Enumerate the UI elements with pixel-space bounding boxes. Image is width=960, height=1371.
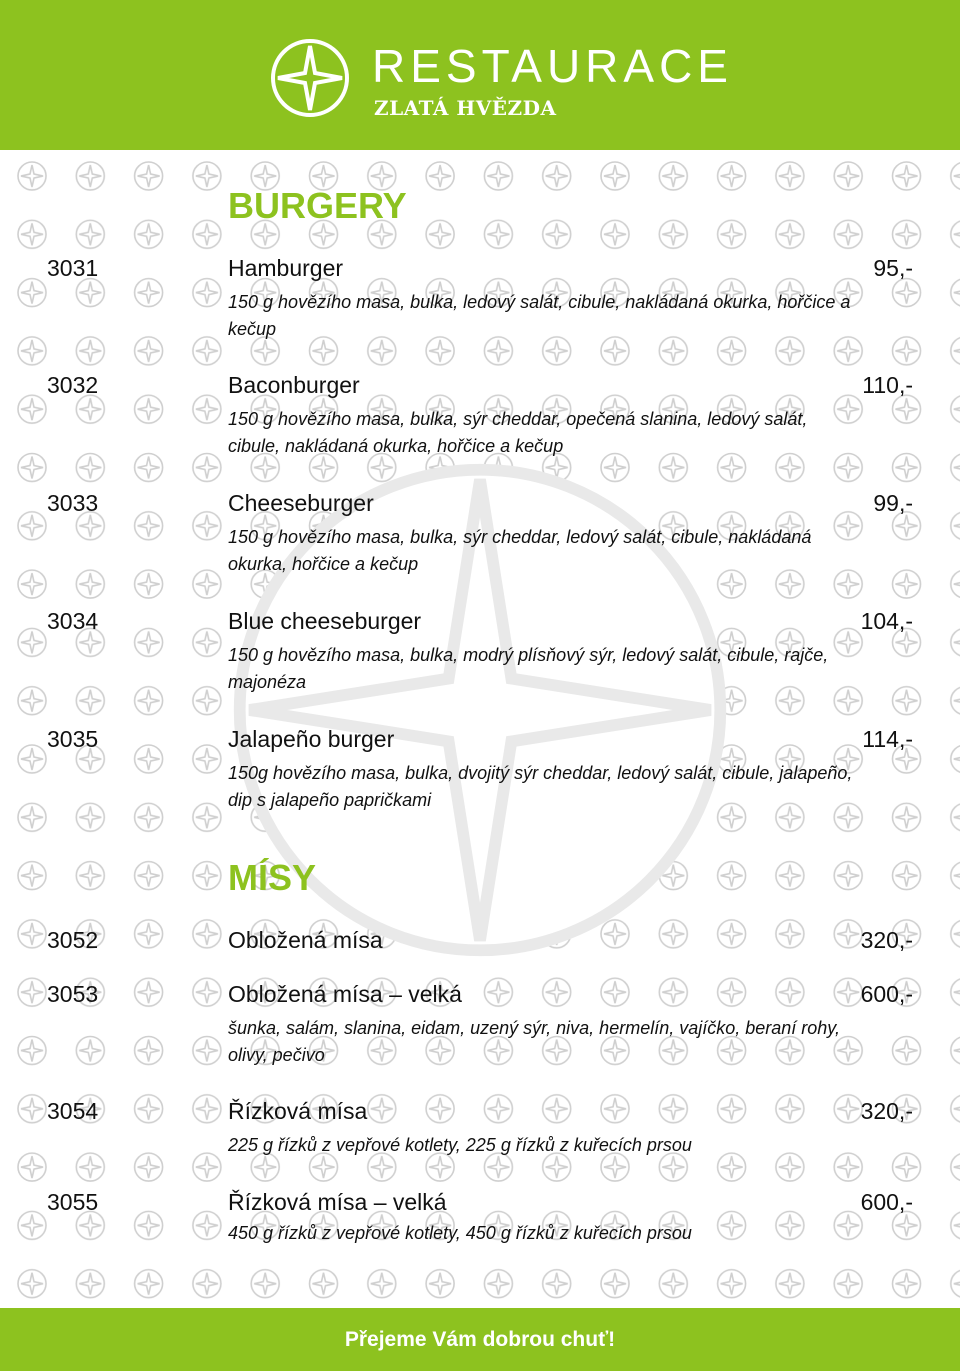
section-title-misy: MÍSY <box>228 857 317 898</box>
item-code: 3031 <box>47 255 99 281</box>
item-name: Obložená mísa – velká <box>228 981 462 1007</box>
item-price: 99,- <box>873 490 913 516</box>
item-description-line: cibule, nakládaná okurka, hořčice a kečup <box>228 436 564 456</box>
item-name: Řízková mísa <box>228 1098 368 1124</box>
footer-text: Přejeme Vám dobrou chuť! <box>344 1328 616 1351</box>
footer-bar <box>0 1308 960 1371</box>
brand-name: RESTAURACE <box>372 40 733 92</box>
item-description-line: dip s jalapeño papričkami <box>228 790 432 810</box>
item-price: 600,- <box>860 981 913 1007</box>
item-description-line: olivy, pečivo <box>228 1045 325 1065</box>
item-name: Baconburger <box>228 372 360 398</box>
item-description <box>228 406 923 460</box>
brand-subtitle: ZLATÁ HVĚZDA <box>374 96 557 120</box>
item-description-line: 225 g řízků z vepřové kotlety, 225 g řízků z kuřecích prsou <box>228 1135 692 1155</box>
item-price: 320,- <box>860 927 913 953</box>
item-description-line: 150g hovězího masa, bulka, dvojitý sýr cheddar, ledový salát, cibule, jalapeño, <box>228 763 853 783</box>
item-description <box>228 642 923 696</box>
item-description-line: 150 g hovězího masa, bulka, sýr cheddar, opečená slanina, ledový salát, <box>228 409 808 429</box>
item-description-line: 450 g řízků z vepřové kotlety, 450 g řízků z kuřecích prsou <box>228 1223 692 1243</box>
item-price: 114,- <box>862 726 913 752</box>
item-name: Hamburger <box>228 255 344 281</box>
item-description <box>228 1220 923 1247</box>
item-description <box>228 289 923 343</box>
item-code: 3035 <box>47 726 99 752</box>
item-price: 320,- <box>860 1098 913 1124</box>
item-description-line: 150 g hovězího masa, bulka, ledový salát, cibule, nakládaná okurka, hořčice a <box>228 292 851 312</box>
item-description <box>228 760 923 814</box>
item-code: 3034 <box>47 608 99 634</box>
item-code: 3032 <box>47 372 99 398</box>
item-code: 3054 <box>47 1098 99 1124</box>
item-code: 3033 <box>47 490 99 516</box>
item-description <box>228 1015 923 1069</box>
item-name: Jalapeño burger <box>228 726 395 752</box>
item-price: 110,- <box>862 372 913 398</box>
item-name: Blue cheeseburger <box>228 608 422 634</box>
item-name: Řízková mísa – velká <box>228 1189 447 1215</box>
item-description-line: šunka, salám, slanina, eidam, uzený sýr, niva, hermelín, vajíčko, beraní rohy, <box>228 1018 840 1038</box>
item-code: 3053 <box>47 981 99 1007</box>
item-description <box>228 524 923 578</box>
item-code: 3052 <box>47 927 99 953</box>
item-description-line: 150 g hovězího masa, bulka, sýr cheddar, ledový salát, cibule, nakládaná <box>228 527 812 547</box>
item-description-line: 150 g hovězího masa, bulka, modrý plísňový sýr, ledový salát, cibule, rajče, <box>228 645 829 665</box>
item-description-line: kečup <box>228 319 277 339</box>
section-title-burgery: BURGERY <box>228 185 407 226</box>
item-price: 104,- <box>860 608 913 634</box>
item-price: 95,- <box>873 255 913 281</box>
item-name: Obložená mísa <box>228 927 383 953</box>
item-description <box>228 1132 923 1159</box>
item-name: Cheeseburger <box>228 490 374 516</box>
item-description-line: okurka, hořčice a kečup <box>228 554 419 574</box>
item-price: 600,- <box>860 1189 913 1215</box>
item-description-line: majonéza <box>228 672 307 692</box>
item-code: 3055 <box>47 1189 99 1215</box>
